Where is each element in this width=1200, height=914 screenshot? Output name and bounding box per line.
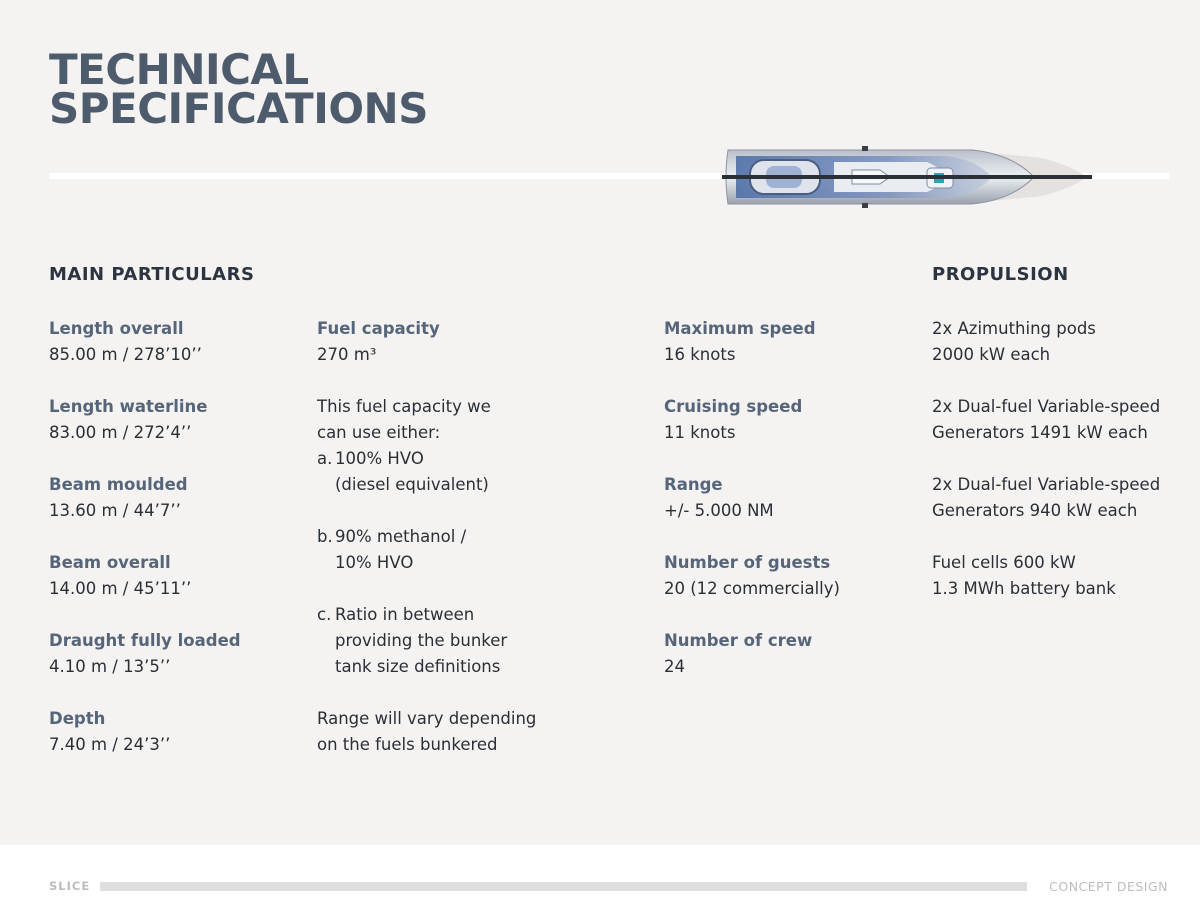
propulsion-item: [932, 394, 1160, 446]
spec-label: Number of crew: [664, 631, 813, 650]
spec-label: Fuel capacity: [317, 319, 440, 338]
spec-range: [664, 472, 840, 524]
fuel-option-line: providing the bunker: [335, 631, 508, 650]
fuel-option-line: 10% HVO: [335, 553, 414, 572]
spec-value: 14.00 m / 45’11’’: [49, 579, 192, 598]
footer-bar: [100, 882, 1027, 891]
list-marker: b.: [317, 527, 333, 546]
spec-label: Cruising speed: [664, 397, 803, 416]
fuel-option-line: Ratio in between: [335, 605, 475, 624]
spec-value: 13.60 m / 44’7’’: [49, 501, 181, 520]
spec-fuel-capacity: [317, 316, 536, 368]
fuel-note: [317, 706, 536, 758]
propulsion-line: 1.3 MWh battery bank: [932, 579, 1116, 598]
fuel-intro-line: This fuel capacity we: [317, 397, 491, 416]
yacht-top-view-illustration: [722, 144, 1102, 210]
footer-brand: SLICE: [49, 879, 91, 893]
propulsion-line: 2000 kW each: [932, 345, 1051, 364]
spec-max-speed: [664, 316, 840, 368]
propulsion-line: Fuel cells 600 kW: [932, 553, 1076, 572]
fuel-option-line: tank size definitions: [335, 657, 501, 676]
title-line-1: TECHNICAL: [49, 45, 309, 94]
list-marker: a.: [317, 449, 333, 468]
fuel-note-line: Range will vary depending: [317, 709, 537, 728]
fuel-column: [317, 316, 536, 784]
fuel-option-a: [317, 446, 536, 498]
spec-value: +/- 5.000 NM: [664, 501, 774, 520]
fuel-option-line: 100% HVO: [335, 449, 424, 468]
spec-length-waterline: [49, 394, 241, 446]
spec-label: Beam overall: [49, 553, 171, 572]
fuel-option-b: [317, 524, 536, 576]
heading-main-particulars: MAIN PARTICULARS: [49, 264, 255, 285]
performance-column: [664, 316, 840, 706]
spec-value: 4.10 m / 13’5’’: [49, 657, 171, 676]
spec-label: Range: [664, 475, 723, 494]
propulsion-line: 2x Dual-fuel Variable-speed: [932, 397, 1161, 416]
spec-draught: [49, 628, 241, 680]
spec-value: 83.00 m / 272’4’’: [49, 423, 192, 442]
dimensions-column: [49, 316, 241, 784]
spec-guests: [664, 550, 840, 602]
spec-value: 7.40 m / 24’3’’: [49, 735, 171, 754]
spec-length-overall: [49, 316, 241, 368]
spec-beam-moulded: [49, 472, 241, 524]
spec-value: 20 (12 commercially): [664, 579, 840, 598]
spec-label: Depth: [49, 709, 106, 728]
fuel-note-line: on the fuels bunkered: [317, 735, 498, 754]
spec-cruising-speed: [664, 394, 840, 446]
spec-label: Beam moulded: [49, 475, 188, 494]
propulsion-line: 2x Dual-fuel Variable-speed: [932, 475, 1161, 494]
fuel-option-line: 90% methanol /: [335, 527, 467, 546]
propulsion-column: [932, 316, 1160, 628]
spec-value: 24: [664, 657, 685, 676]
fuel-option-c: [317, 602, 536, 680]
spec-label: Maximum speed: [664, 319, 816, 338]
title-line-2: SPECIFICATIONS: [49, 84, 428, 133]
heading-propulsion: PROPULSION: [932, 264, 1069, 285]
spec-label: Length overall: [49, 319, 184, 338]
page-title: [49, 45, 428, 133]
spec-beam-overall: [49, 550, 241, 602]
spec-label: Length waterline: [49, 397, 208, 416]
fuel-option-line: (diesel equivalent): [335, 475, 489, 494]
spec-value: 16 knots: [664, 345, 736, 364]
spec-label: Draught fully loaded: [49, 631, 241, 650]
spec-value: 85.00 m / 278’10’’: [49, 345, 202, 364]
footer-tag: CONCEPT DESIGN: [1049, 879, 1168, 894]
fuel-option-b-block: [317, 524, 536, 576]
spec-crew: [664, 628, 840, 680]
fuel-options: [317, 394, 536, 498]
propulsion-item: [932, 316, 1160, 368]
propulsion-item: [932, 550, 1160, 602]
spec-value: 11 knots: [664, 423, 736, 442]
fuel-intro-line: can use either:: [317, 423, 441, 442]
spec-depth: [49, 706, 241, 758]
spec-value: 270 m³: [317, 345, 377, 364]
propulsion-item: [932, 472, 1160, 524]
propulsion-line: Generators 940 kW each: [932, 501, 1138, 520]
spec-label: Number of guests: [664, 553, 831, 572]
list-marker: c.: [317, 605, 332, 624]
propulsion-line: Generators 1491 kW each: [932, 423, 1148, 442]
fuel-option-c-block: [317, 602, 536, 680]
propulsion-line: 2x Azimuthing pods: [932, 319, 1096, 338]
